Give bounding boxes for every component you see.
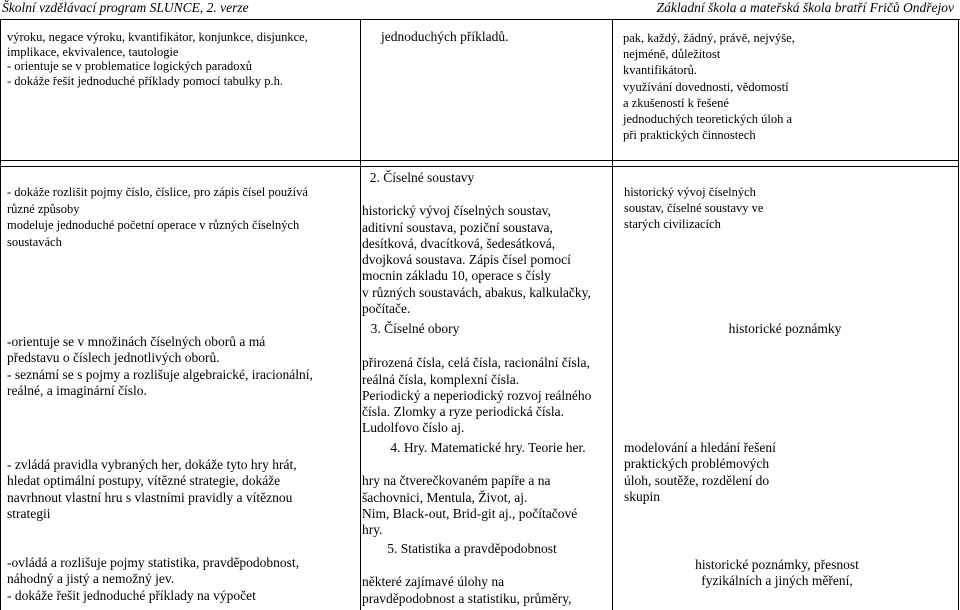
text-line: úloh, soutěže, rozdělení do [624, 472, 770, 488]
text-line: -ovládá a rozlišuje pojmy statistika, pravděpodobnost, [7, 555, 300, 570]
section-title: 4. Hry. Matematické hry. Teorie her. [390, 440, 586, 455]
text-line: některé zajímavé úlohy na [362, 574, 505, 590]
text-line: modelování a hledání řešení [624, 440, 776, 455]
row-divider-mid [0, 166, 959, 167]
text-line: čísla. Zlomky a ryze periodická čísla. [362, 404, 565, 420]
row-divider-top [0, 160, 959, 161]
text-line: aditivní soustava, poziční soustava, [362, 219, 553, 235]
text-line: jednoduchých teoretických úloh a [623, 112, 793, 127]
text-line: Nim, Black-out, Brid-git aj., počítačové [362, 505, 578, 521]
r1-competences [7, 184, 308, 250]
text-line: a zkušeností k řešené [623, 95, 729, 110]
r3-competences [7, 457, 297, 522]
text-line: pravděpodobnost a statistiku, průměry, [362, 590, 572, 606]
text-line: různé způsoby [7, 201, 80, 216]
table-divider-col1 [360, 20, 361, 610]
section-title: 3. Číselné obory [370, 321, 460, 336]
text-line: praktických problémových [624, 456, 770, 472]
text-line: přirozená čísla, celá čísla, racionální čísla, [362, 355, 590, 371]
text-line: fyzikálních a jiných měření, [701, 573, 853, 589]
table-border-right [958, 20, 959, 610]
text-line: pak, každý, žádný, právě, nejvýše, [623, 31, 795, 45]
text-line: nejméně, důležitost [623, 47, 721, 62]
text-line: - dokáže řešit jednoduché příklady na výpočet [7, 587, 256, 603]
text-line: kvantifikátorů. [623, 63, 697, 78]
text-line: hry na čtverečkovaném papíře a na [362, 473, 551, 489]
top-row-curriculum [381, 29, 508, 45]
text-line: implikace, ekvivalence, tautologie [7, 44, 179, 59]
text-line: historické poznámky, přesnost [695, 557, 859, 572]
text-line: hry. [362, 522, 383, 538]
r2-competences [7, 334, 313, 399]
r1-curriculum [362, 170, 591, 317]
text-line: počítače. [362, 301, 411, 317]
text-line: využívání dovednosti, vědomostí [623, 79, 789, 94]
text-line: soustavách [7, 234, 62, 249]
r2-notes [612, 321, 958, 337]
top-row-competences [7, 30, 308, 88]
text-line: - dokáže rozlišit pojmy číslo, číslice, pro zápis čísel používá [7, 185, 308, 199]
text-line: - zvládá pravidla vybraných her, dokáže tyto hry hrát, [7, 457, 297, 472]
text-line: strategii [7, 505, 51, 521]
text-line: reálné, a imaginární číslo. [7, 382, 147, 398]
text-line: starých civilizacích [624, 217, 721, 232]
text-line: desítková, dvacítková, šedesátková, [362, 235, 556, 251]
r4-competences [7, 555, 299, 604]
r4-curriculum [362, 541, 582, 607]
text-line: - seznámí se s pojmy a rozlišuje algebraické, iracionální, [7, 366, 313, 382]
r4-notes [612, 557, 942, 590]
text-line: modeluje jednoduché početní operace v různých číselných [7, 218, 300, 232]
r2-curriculum [362, 321, 591, 437]
text-line: - orientuje se v problematice logických paradoxů [7, 59, 253, 74]
section-title: 5. Statistika a pravděpodobnost [387, 541, 557, 556]
text-line: - dokáže řešit jednoduché příklady pomocí tabulky p.h. [7, 73, 283, 88]
r1-notes [624, 184, 763, 233]
text-line: hledat optimální postupy, vítězné strategie, dokáže [7, 473, 281, 489]
text-line: mocnin základu 10, operace s čísly [362, 268, 551, 284]
text-line: soustav, číselné soustavy ve [624, 201, 764, 216]
text-line: jednoduchých příkladů. [381, 29, 509, 44]
text-line: dvojková soustava. Zápis čísel pomocí [362, 252, 571, 268]
text-line: výroku, negace výroku, kvantifikátor, konjunkce, disjunkce, [7, 30, 308, 44]
header-rule [0, 19, 960, 20]
text-line: Periodický a neperiodický rozvoj reálného [362, 387, 592, 403]
r3-notes [624, 440, 776, 505]
text-line: Ludolfovo číslo aj. [362, 420, 465, 436]
text-line: skupin [624, 488, 661, 504]
text-line: historický vývoj číselných soustav, [362, 203, 551, 219]
header-left: Školní vzdělávací program SLUNCE, 2. verze [2, 0, 249, 15]
text-line: historický vývoj číselných [624, 185, 756, 199]
text-line: při praktických činnostech [623, 128, 756, 143]
header-right: Základní škola a mateřská škola bratří Fričů Ondřejov [656, 0, 954, 15]
text-line: šachovnici, Mentula, Život, aj. [362, 489, 528, 505]
text-line: náhodný a jistý a nemožný jev. [7, 571, 175, 587]
text-line: reálná čísla, komplexní čísla. [362, 371, 520, 387]
text-line: představu o číslech jednotlivých oborů. [7, 350, 220, 366]
text-line: historické poznámky [728, 321, 842, 336]
text-line: navrhnout vlastní hru s vlastními pravidly a vítěznou [7, 489, 293, 505]
text-line: v různých soustavách, abakus, kalkulačky, [362, 284, 591, 300]
r3-curriculum [362, 440, 614, 538]
section-title: 2. Číselné soustavy [369, 170, 475, 185]
text-line: -orientuje se v množinách číselných oborů a má [7, 334, 266, 349]
table-border-left [0, 20, 1, 610]
top-row-notes [623, 30, 795, 143]
